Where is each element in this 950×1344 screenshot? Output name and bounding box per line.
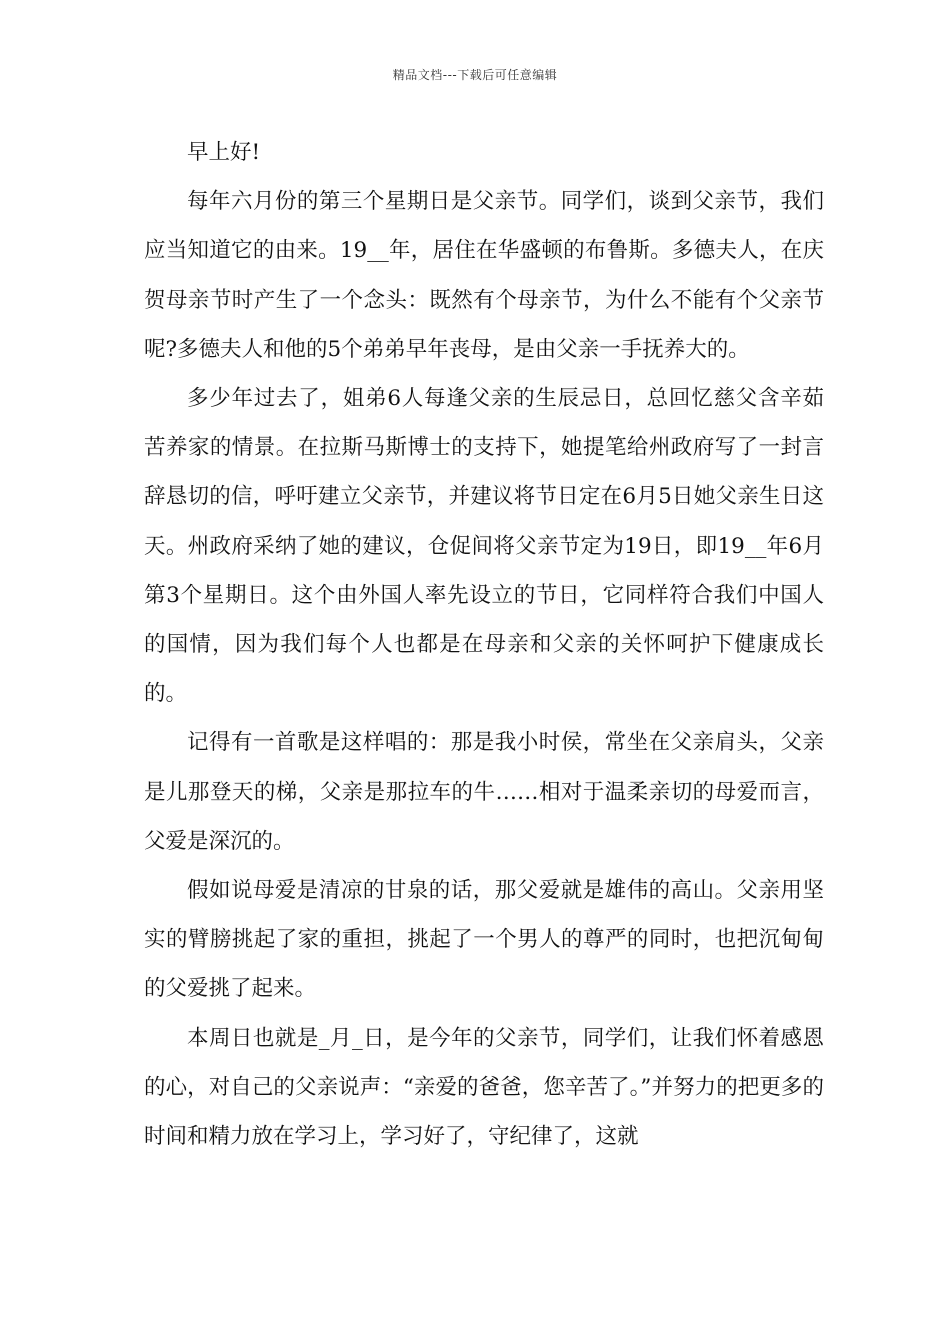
paragraph-call-to-action: 本周日也就是_月_日，是今年的父亲节，同学们，让我们怀着感恩的心，对自己的父亲说声：“亲爱的爸爸，您辛苦了。”并努力的把更多的时间和精力放在学习上，学习好了，守纪律了，这就 [144,1025,824,1150]
page-header: 精品文档---下载后可任意编辑 [392,68,558,82]
greeting-paragraph: 早上好! [187,140,261,165]
paragraph-song: 记得有一首歌是这样唱的：那是我小时侯，常坐在父亲肩头，父亲是儿那登天的梯，父亲是那拉车的牛……相对于温柔亲切的母爱而言，父爱是深沉的。 [144,730,824,854]
document-body [144,128,824,1161]
paragraph-history: 多少年过去了，姐弟6人每逢父亲的生辰忌日，总回忆慈父含辛茹苦养家的情景。在拉斯马斯博士的支持下，她提笔给州政府写了一封言辞恳切的信，呼吁建立父亲节，并建议将节日定在6月5日她父亲生日这天。州政府采纳了她的建议，仓促间将父亲节定为19日，即19__年6月第3个星期日。这个由外国人率先设立的节日，它同样符合我们中国人的国情，因为我们每个人也都是在母亲和父亲的关怀呵护下健康成长的。 [144,386,824,707]
paragraph-metaphor: 假如说母爱是清凉的甘泉的话，那父爱就是雄伟的高山。父亲用坚实的臂膀挑起了家的重担，挑起了一个男人的尊严的同时，也把沉甸甸的父爱挑了起来。 [144,878,824,1002]
paragraph-origin: 每年六月份的第三个星期日是父亲节。同学们，谈到父亲节，我们应当知道它的由来。19__年，居住在华盛顿的布鲁斯。多德夫人，在庆贺母亲节时产生了一个念头：既然有个母亲节，为什么不能有个父亲节呢?多德夫人和他的5个弟弟早年丧母，是由父亲一手抚养大的。 [144,189,824,362]
